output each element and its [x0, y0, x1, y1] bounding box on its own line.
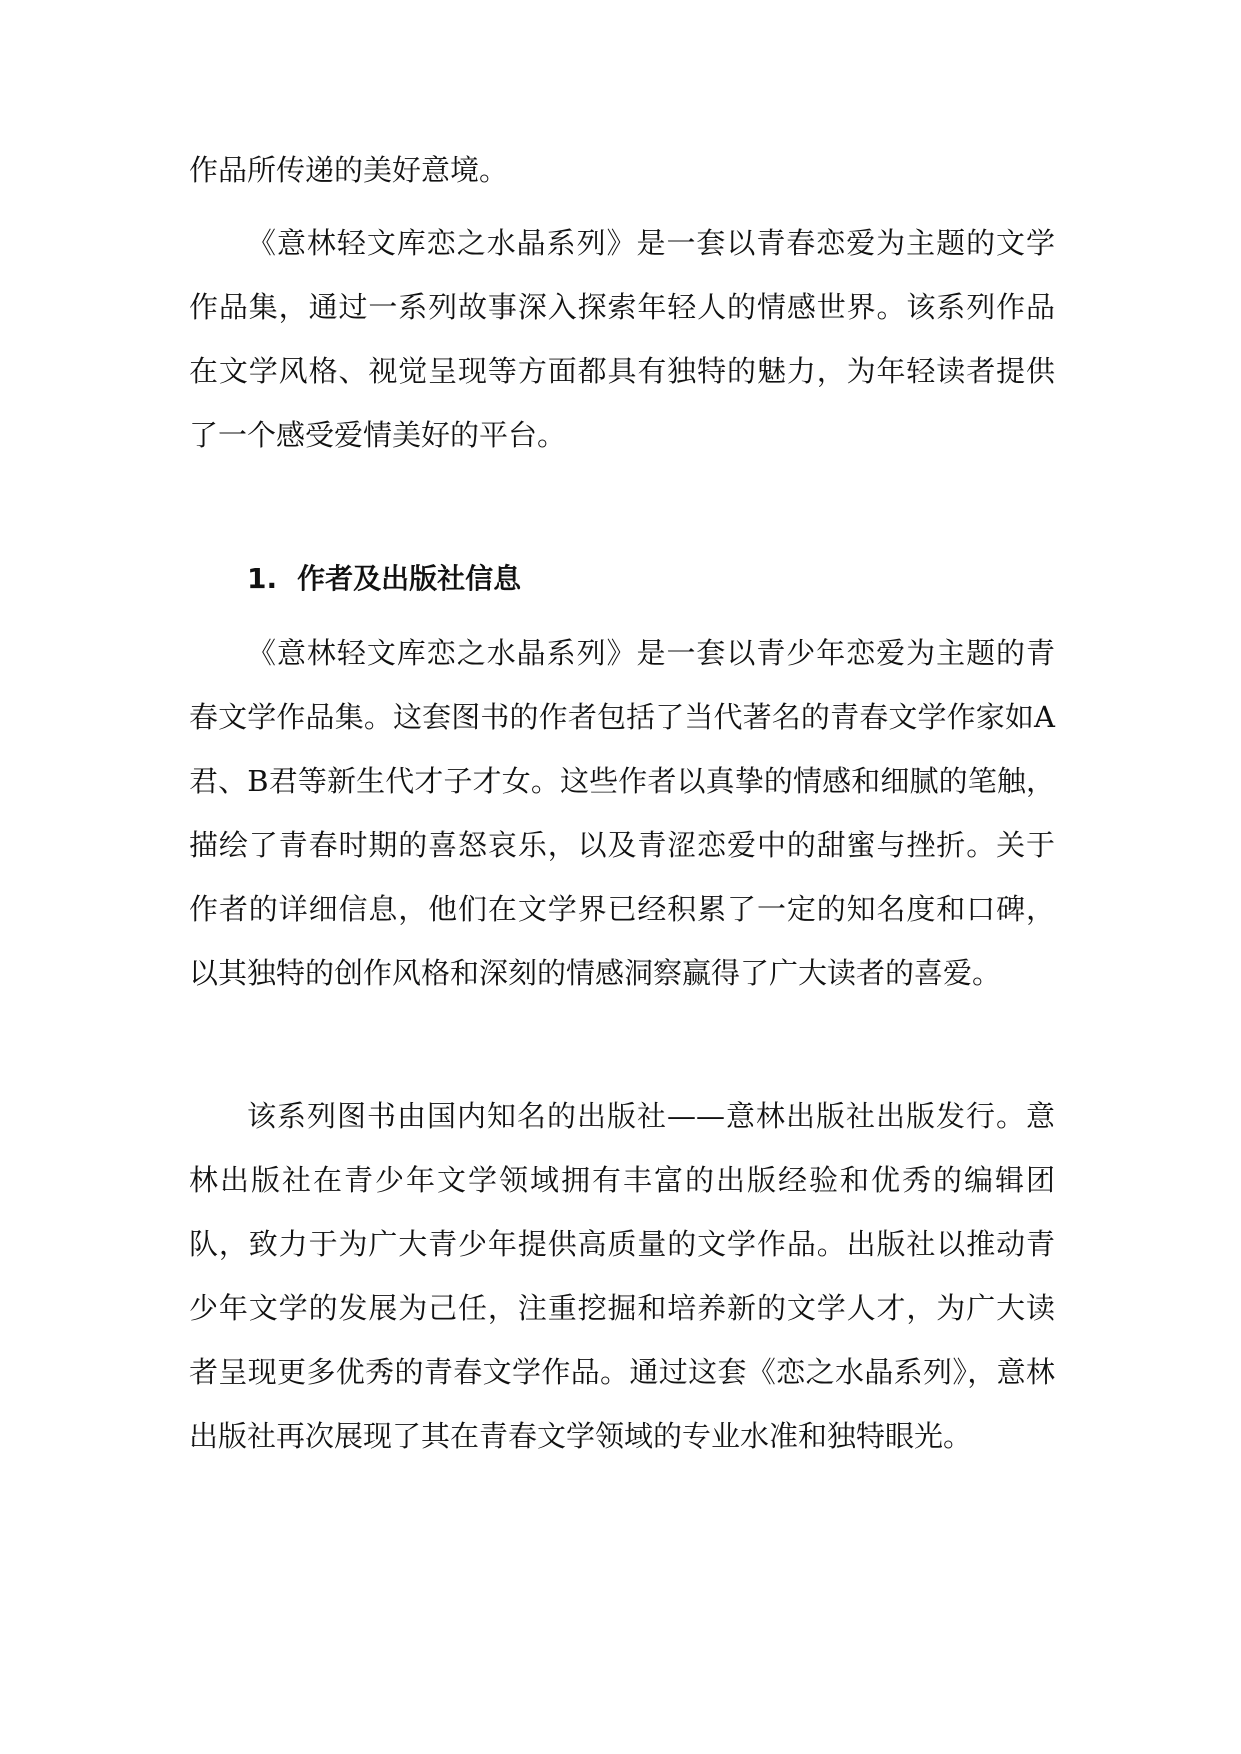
continuation-paragraph: 作品所传递的美好意境。	[189, 153, 509, 187]
section-number: 1.	[247, 562, 278, 595]
section-title: 作者及出版社信息	[297, 562, 522, 595]
section-heading	[247, 547, 521, 611]
publisher-paragraph: 该系列图书由国内知名的出版社——意林出版社出版发行。意林出版社在青少年文学领域拥有丰富的出版经验和优秀的编辑团队，致力于为广大青少年提供高质量的文学作品。出版社以推动青少年文学的发展为己任，注重挖掘和培养新的文学人才，为广大读者呈现更多优秀的青春文学作品。通过这套《恋之水晶系列》，意林出版社再次展现了其在青春文学领域的专业水准和独特眼光。	[189, 1099, 1055, 1453]
intro-paragraph: 《意林轻文库恋之水晶系列》是一套以青春恋爱为主题的文学作品集，通过一系列故事深入探索年轻人的情感世界。该系列作品在文学风格、视觉呈现等方面都具有独特的魅力，为年轻读者提供了一个感受爱情美好的平台。	[189, 226, 1055, 452]
author-paragraph: 《意林轻文库恋之水晶系列》是一套以青少年恋爱为主题的青春文学作品集。这套图书的作者包括了当代著名的青春文学作家如A君、B君等新生代才子才女。这些作者以真挚的情感和细腻的笔触，描绘了青春时期的喜怒哀乐，以及青涩恋爱中的甜蜜与挫折。关于作者的详细信息，他们在文学界已经积累了一定的知名度和口碑，以其独特的创作风格和深刻的情感洞察赢得了广大读者的喜爱。	[189, 636, 1055, 990]
